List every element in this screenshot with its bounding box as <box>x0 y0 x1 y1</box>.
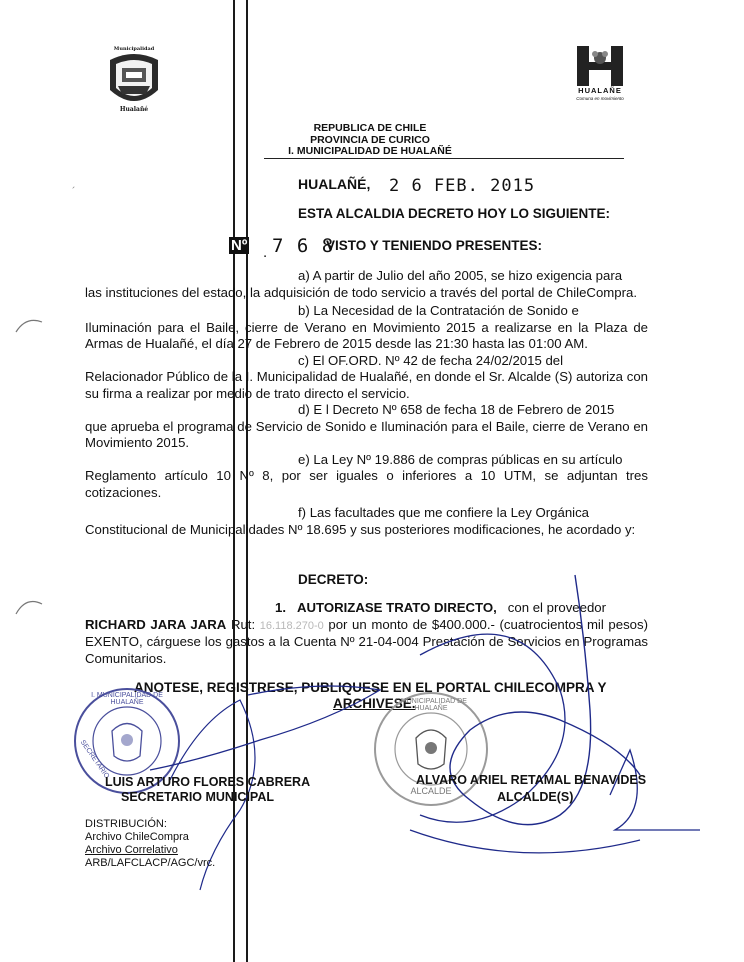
secretary-title: SECRETARIO MUNICIPAL <box>121 790 275 804</box>
consideration-c-first: c) El OF.ORD. Nº 42 de fecha 24/02/2015 del <box>298 352 564 368</box>
header-rule <box>264 158 624 159</box>
city-label: HUALAÑÉ, <box>298 176 371 192</box>
consideration-e-first: e) La Ley Nº 19.886 de compras públicas en su artículo <box>298 451 623 467</box>
distribution-item: Archivo ChileCompra <box>85 831 189 843</box>
considerations-block <box>85 268 648 538</box>
logo-tagline: Comuna en movimiento <box>576 96 624 101</box>
logo-h-icon <box>569 46 631 86</box>
distribution-item: ARB/LAFCLACP/AGC/vrc. <box>85 857 216 869</box>
article-1-title: AUTORIZASE TRATO DIRECTO, <box>297 600 497 615</box>
consideration-f <box>85 505 648 538</box>
decree-number-prefix: Nº <box>231 237 248 254</box>
crest-text-top: Municipalidad <box>113 46 155 52</box>
decreto-heading: DECRETO: <box>298 572 369 587</box>
article-1-number: 1. <box>275 600 286 615</box>
header-line-1: REPUBLICA DE CHILE <box>313 122 427 134</box>
logo-name: HUALAÑE <box>578 86 622 95</box>
date-stamp: 2 6 FEB. 2015 <box>389 176 536 196</box>
decree-number-dash: . <box>263 244 268 261</box>
secretary-name: LUIS ARTURO FLORES CABRERA <box>105 775 311 789</box>
consideration-a-first: a) A partir de Julio del año 2005, se hizo exigencia para <box>298 268 623 283</box>
margin-tick: ´ <box>72 186 76 198</box>
header-block <box>280 123 460 158</box>
binder-mark-top <box>14 312 44 342</box>
hualane-logo <box>569 46 631 106</box>
article-1-after-title: con el proveedor <box>507 600 607 615</box>
closing-line-1: ANOTESE, REGISTRESE, PUBLIQUESE EN EL PORTAL CHILECOMPRA Y <box>134 680 607 695</box>
consideration-d <box>85 402 648 452</box>
municipal-crest <box>104 46 164 114</box>
visto-label: VISTO Y TENIENDO PRESENTES: <box>326 238 543 253</box>
rut-value: 16.118.270-0 <box>259 619 324 632</box>
mayor-stamp-bottom: ALCALDE <box>410 786 452 796</box>
consideration-a <box>85 268 648 301</box>
mayor-title: ALCALDE(S) <box>497 790 574 804</box>
consideration-e <box>85 452 648 502</box>
header-line-2: PROVINCIA DE CURICO <box>310 133 430 146</box>
mayor-stamp-top: I. MUNICIPALIDAD DE HUALAÑE <box>395 698 467 712</box>
consideration-f-first: f) Las facultades que me confiere la Ley Orgánica <box>298 505 590 520</box>
article-1-after-rut: por un monto de $400.000.- (cuatrocientos mil pesos) EXENTO, cárguese los gastos a la Cuenta Nº 21-04-004 Prestación de Servicios en Programas Comunitarios. <box>85 616 648 666</box>
rut-label: Rut: <box>230 616 256 632</box>
consideration-f-rest: Constitucional de Municipalidades Nº 18.695 y sus posteriores modificaciones, he acordado y: <box>85 521 636 537</box>
consideration-b-first: b) La Necesidad de la Contratación de Sonido e <box>298 303 579 318</box>
crest-text-bottom: Hualañé <box>119 106 149 113</box>
mayor-name: ALVARO ARIEL RETAMAL BENAVIDES <box>416 773 647 787</box>
consideration-e-rest: Reglamento artículo 10 Nº 8, por ser iguales o inferiores a 10 UTM, se adjuntan tres cotizaciones. <box>85 468 648 500</box>
header-line-3: I. MUNICIPALIDAD DE HUALAÑÉ <box>288 145 452 158</box>
decree-heading: ESTA ALCALDIA DECRETO HOY LO SIGUIENTE: <box>298 206 611 221</box>
consideration-d-rest: que aprueba el programa de Servicio de Sonido e Iluminación para el Baile, cierre de Verano en Movimiento 2015. <box>85 418 648 450</box>
consideration-b-rest: Iluminación para el Baile, cierre de Verano en Movimiento 2015 a realizarse en la Plaza de Armas de Hualañé, el día 27 de Febrero de 2015 desde las 21:30 hasta las 01:00 AM. <box>85 319 648 351</box>
consideration-d-first: d) E l Decreto Nº 658 de fecha 18 de Febrero de 2015 <box>298 402 615 417</box>
consideration-c-rest: Relacionador Público de la I. Municipalidad de Hualañé, en donde el Sr. Alcalde (S) autoriza con su firma a realizar por medio de trato directo el servicio. <box>85 369 648 401</box>
secretary-stamp-bottom: SECRETARIO <box>78 739 111 780</box>
distribution-item: Archivo Correlativo <box>85 844 178 856</box>
consideration-b <box>85 303 648 353</box>
secretary-stamp-top: I. MUNICIPALIDAD DE HUALAÑE <box>91 692 163 706</box>
provider-name: RICHARD JARA JARA <box>85 616 227 632</box>
distribution <box>85 818 215 870</box>
crest-icon <box>104 46 164 114</box>
consideration-c <box>85 353 648 403</box>
closing-line-2: ARCHIVESE. <box>333 696 416 711</box>
distribution-heading: DISTRIBUCIÓN: <box>85 818 167 830</box>
consideration-a-rest: las instituciones del estado, la adquisición de todo servicio a través del portal de ChileCompra. <box>85 284 637 300</box>
decree-number: 7 6 8 <box>272 235 335 257</box>
